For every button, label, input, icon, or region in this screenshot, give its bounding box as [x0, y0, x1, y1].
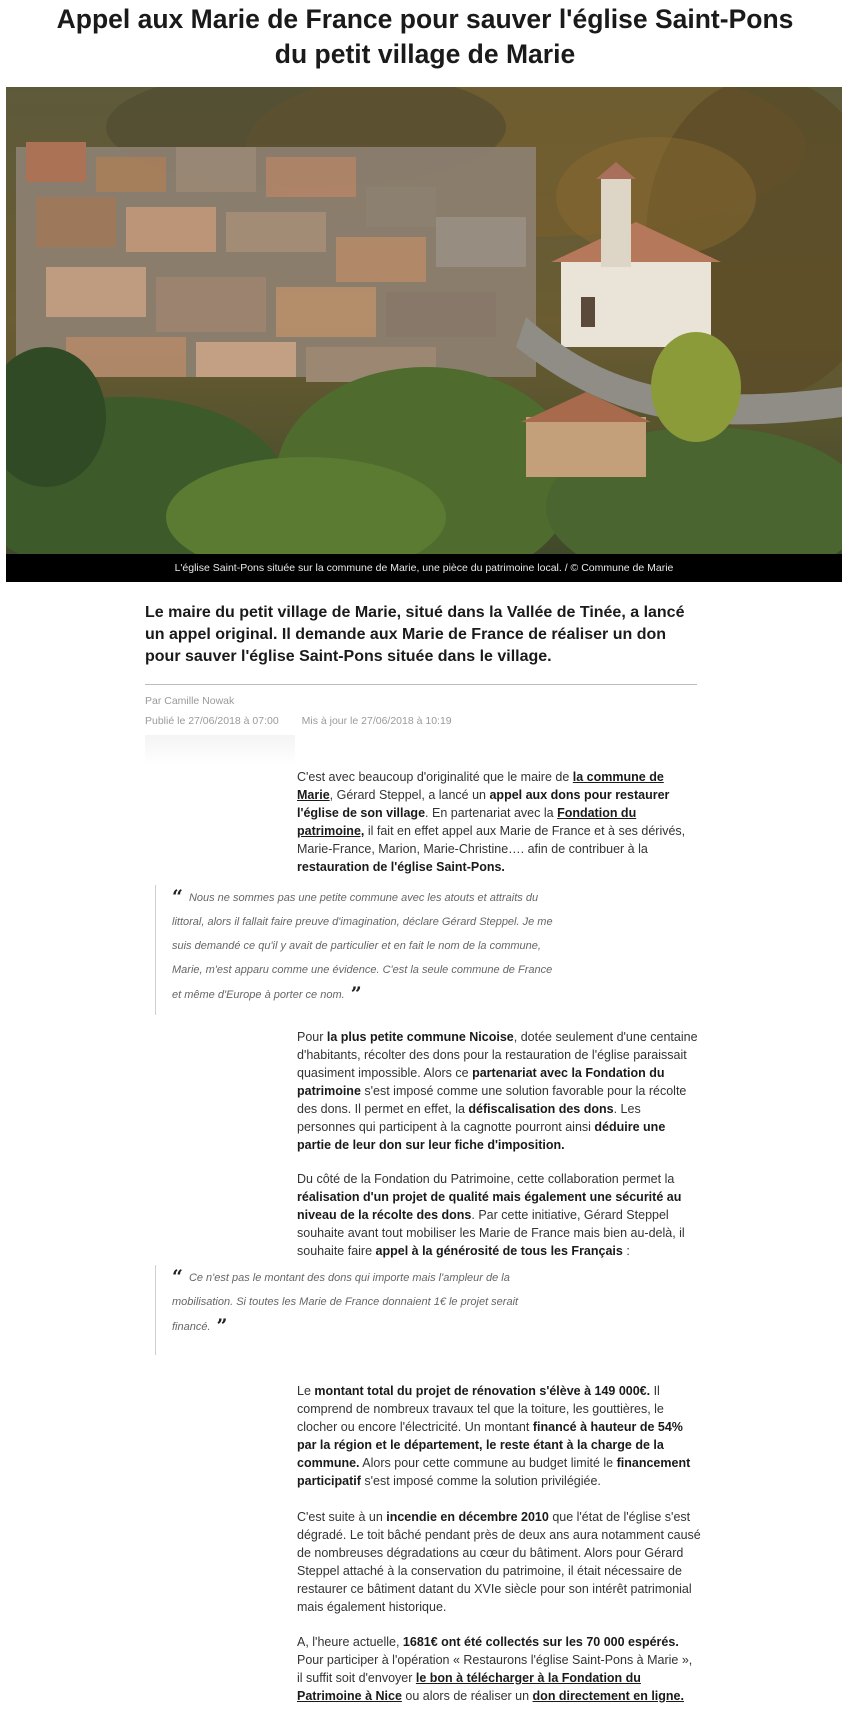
sidebar-fade	[145, 735, 295, 765]
p5-text-2: que l'état de l'église s'est dégradé. Le toit bâché pendant près de deux ans aura notamment causé de nombreuses dégradations au cœur du bâtiment. Alors pour Gérard Steppel attaché à la conservation du patrimoine, il était nécessaire de restaurer ce bâtiment datant du XVIe siècle pour son intérêt patrimonial mais également historique.	[297, 1510, 701, 1614]
p2-bold-3: défiscalisation des dons	[468, 1102, 614, 1116]
byline	[145, 694, 254, 708]
p4-bold-1: montant total du projet de rénovation s'élève à 149 000€.	[314, 1384, 651, 1398]
p1-text-2: , Gérard Steppel, a lancé un	[329, 788, 490, 802]
p1-text-1: C'est avec beaucoup d'originalité que le maire de	[297, 770, 573, 784]
open-quote-icon: “	[172, 886, 183, 908]
village-illustration	[6, 87, 842, 554]
p1-text-4: il fait en effet appel aux Marie de France et à ses dérivés, Marie-France, Marion, Marie-Christine…. afin de contribuer à la	[297, 824, 686, 856]
p6-text-2: Pour participer à l'opération « Restaurons l'église Saint-Pons à Marie », il suffit soit d'envoyer	[297, 1653, 693, 1685]
p2-text-2: , dotée seulement d'une centaine d'habitants, récolter des dons pour la restauration de l'église paraissait quasiment impossible. Alors ce	[297, 1030, 698, 1080]
paragraph-1	[297, 768, 701, 876]
p2-bold-1: la plus petite commune Nicoise	[326, 1030, 514, 1044]
p2-text-1: Pour	[297, 1030, 327, 1044]
p2-text-4: . Les personnes qui participent à la cagnotte pourront ainsi	[297, 1102, 641, 1134]
p3-text-2: . Par cette initiative, Gérard Steppel souhaite avant tout mobiliser les Marie de France mais bien au-delà, il souhaite faire	[297, 1208, 685, 1258]
updated-date: Mis à jour le 27/06/2018 à 10:19	[301, 715, 452, 727]
article-title-line-1: Appel aux Marie de France pour sauver l'église Saint-Pons	[56, 4, 794, 34]
quote-2-text: Ce n'est pas le montant des dons qui importe mais l'ampleur de la mobilisation. Si toutes les Marie de France donnaient 1€ le projet serait financé.	[172, 1272, 519, 1333]
quote-2	[155, 1265, 555, 1355]
p4-text-1: Le	[297, 1384, 315, 1398]
p6-text-1: A, l'heure actuelle,	[297, 1635, 403, 1649]
p2-text-3: s'est imposé comme une solution favorable pour la récolte des dons. Il permet en effet, la	[297, 1084, 687, 1116]
p4-text-4: s'est imposé comme la solution privilégiée.	[360, 1474, 601, 1488]
p3-text-3: :	[622, 1244, 630, 1258]
online-donation-link[interactable]: don directement en ligne.	[532, 1689, 684, 1703]
author-name: Par Camille Nowak	[145, 695, 235, 707]
article-lede: Le maire du petit village de Marie, situé dans la Vallée de Tinée, a lancé un appel original. Il demande aux Marie de France de réaliser un don pour sauver l'église Saint-Pons située dans le village.	[145, 604, 685, 665]
p6-bold-1: 1681€ ont été collectés sur les 70 000 espérés.	[402, 1635, 679, 1649]
dates	[145, 714, 472, 728]
published-date: Publié le 27/06/2018 à 07:00	[145, 715, 279, 727]
p5-text-1: C'est suite à un	[297, 1510, 387, 1524]
p4-text-2: Il comprend de nombreux travaux tel que la toiture, les gouttières, le clocher ou encore l'électricité. Un montant	[297, 1384, 664, 1434]
p1-bold-1: appel aux dons pour restaurer l'église de son village	[297, 788, 670, 820]
p3-bold-2: appel à la générosité de tous les Français	[375, 1244, 623, 1258]
paragraph-6	[297, 1633, 701, 1705]
p4-bold-2: financé à hauteur de 54% par la région et le département, le reste étant à la charge de la commune.	[297, 1420, 683, 1470]
open-quote-icon: “	[172, 1266, 183, 1288]
quote-1	[155, 885, 555, 1015]
p4-text-3: Alors pour cette commune au budget limité le	[359, 1456, 617, 1470]
p1-text-3: . En partenariat avec la	[425, 806, 558, 820]
quote-1-text: Nous ne sommes pas une petite commune avec les atouts et attraits du littoral, alors il fallait faire preuve d'imagination, déclare Gérard Steppel. Je me suis demandé ce qu'il y avait de particulier et en fait le nom de la commune, Marie, m'est apparu comme une évidence. C'est la seule commune de France et même d'Europe à porter ce nom.	[172, 892, 553, 1001]
p2-bold-4: déduire une partie de leur don sur leur fiche d'imposition.	[297, 1120, 666, 1152]
article-title	[0, 2, 850, 72]
paragraph-2	[297, 1028, 701, 1154]
fondation-patrimoine-link[interactable]: Fondation du patrimoine,	[297, 806, 637, 838]
paragraph-3	[297, 1170, 701, 1260]
download-form-link[interactable]: le bon à télécharger à la Fondation du Patrimoine à Nice	[297, 1671, 641, 1703]
paragraph-4	[297, 1382, 701, 1490]
p4-bold-3: financement participatif	[297, 1456, 691, 1488]
article-title-line-2: du petit village de Marie	[274, 39, 576, 69]
p3-text-1: Du côté de la Fondation du Patrimoine, cette collaboration permet la	[297, 1172, 675, 1186]
p6-text-3: ou alors de réaliser un	[401, 1689, 533, 1703]
photo-caption: L'église Saint-Pons située sur la commune de Marie, une pièce du patrimoine local. / © Commune de Marie	[6, 554, 842, 582]
paragraph-5	[297, 1508, 701, 1616]
p2-bold-2: partenariat avec la Fondation du patrimoine	[297, 1066, 665, 1098]
hero-photo	[6, 87, 842, 554]
p5-bold-1: incendie en décembre 2010	[386, 1510, 549, 1524]
close-quote-icon: ”	[216, 1315, 228, 1337]
p1-bold-2: restauration de l'église Saint-Pons.	[297, 860, 505, 874]
close-quote-icon: ”	[350, 983, 362, 1005]
p3-bold-1: réalisation d'un projet de qualité mais également une sécurité au niveau de la récolte des dons	[297, 1190, 682, 1222]
commune-marie-link[interactable]: la commune de Marie	[297, 770, 664, 802]
meta-divider	[145, 684, 697, 685]
